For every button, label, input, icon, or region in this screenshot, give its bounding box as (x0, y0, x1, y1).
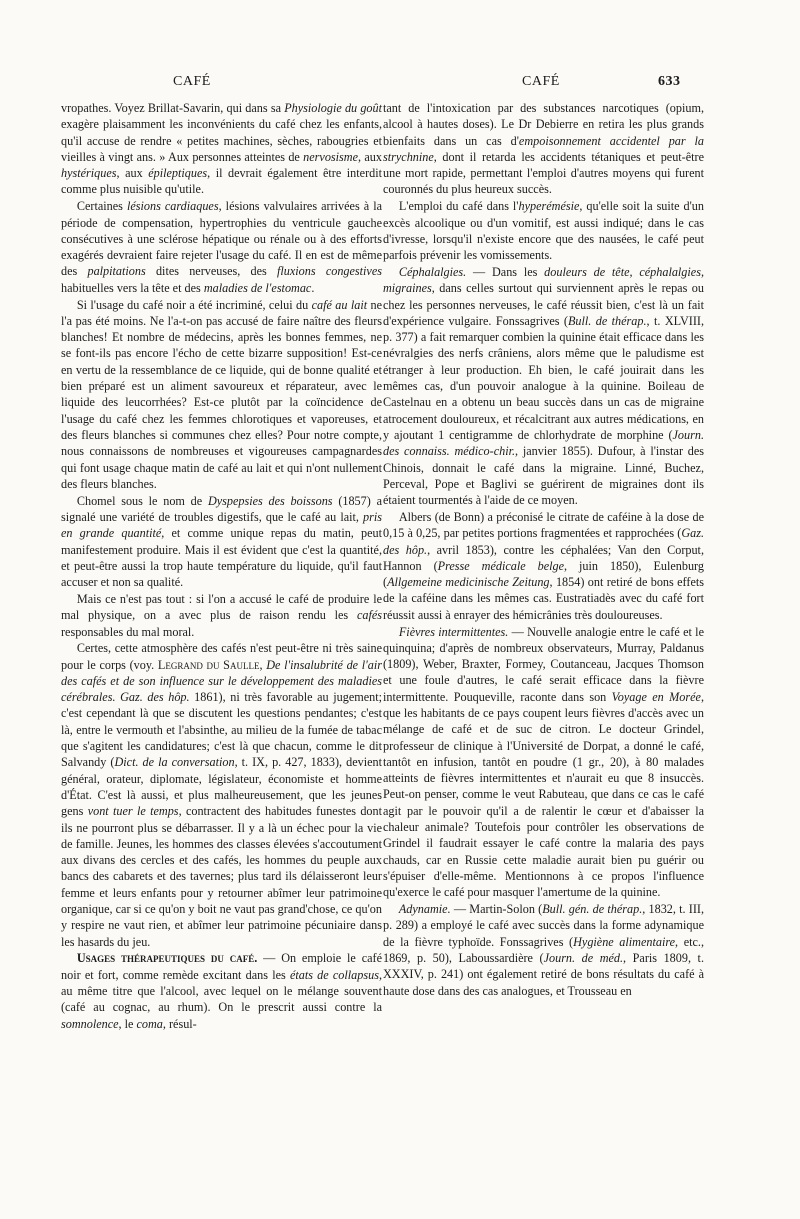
paragraph (383, 509, 704, 623)
styled-text: états de collapsus (289, 967, 379, 982)
text-run: tant de l'intoxication par des substances narcotiques (opium, alcool à hautes doses). Le Dr Debierre en retira les plus grands bienfaits dans un cas d' (383, 101, 704, 148)
text-run: Chomel sous le nom de (76, 493, 208, 508)
text-run: , avril 1853), contre les céphalées; Van den Corput, Hannon ( (383, 542, 704, 573)
text-run: , au même titre que l'alcool, avec lequel on le mélange souvent (café au cognac, au rhum). On le prescrit aussi contre la (61, 967, 382, 1015)
styled-text: somnolence (61, 1016, 119, 1031)
text-run: , 1854) ont retiré de bons effets de la caféine dans les mêmes cas. Eustratiadès avec du café fort réussit aussi à enrayer des hémicrânies très douloureuses. (383, 575, 704, 622)
text-run: , t. IX, p. 427, 1833), devient général, orateur, diplomate, législateur, économiste et homme d'État. C'est là aussi, et plus malheureusement, que les jeunes gens (61, 755, 383, 819)
styled-text: Bull. de thérap. (567, 313, 647, 328)
right-text-column (383, 100, 704, 999)
styled-text: Journ. des connaiss. médico-chir. (383, 427, 704, 459)
paragraph (383, 198, 704, 263)
styled-text: pris en grande quantité (61, 509, 382, 541)
section-rubric: Usages thérapeutiques du café. (76, 951, 258, 966)
styled-text: palpitations (87, 264, 146, 279)
paragraph (61, 591, 382, 640)
text-run: , il devrait également être interdit comme plus nuisible qu'utile. (61, 166, 382, 197)
text-run: , (259, 657, 267, 672)
text-run: habituelles vers la tête et des (61, 280, 204, 295)
styled-text: Dyspepsies des boissons (207, 493, 333, 508)
styled-text: Legrand du Saulle (157, 657, 260, 672)
text-run: , le (118, 1016, 137, 1031)
text-run: , lésions valvulaires arrivées à la période de compensation, hypertrophies du ventricule gauche consécutives à une sclérose hépatique ou rénale ou à des efforts exagérés devraient faire rejeter l'usage du café. Il en est de même des (61, 199, 383, 279)
styled-text: Voyage en Morée (611, 689, 701, 704)
text-run: ne l'a pas été moins. Ne l'a-t-on pas accusé de faire naître des fleurs blanches! Et nombre de médecins, après les bonnes femmes, ne se font-ils pas encore l'écho de cette bizarre supposition! Est-ce en vertu de la ressemblance de ce liquide, qui de bonne qualité et bien préparé est un aliment savoureux et réparateur, avec le liquide des leucorrhées? Est-ce plutôt par la coïncidence de l'usage du café chez les femmes chlorotiques et vaporeuses, et des fleurs blanches si communes chez elles? Pour notre compte, nous connaissons de nombreuses et vigoureuses campagnardes qui font usage chaque matin de café au lait et qui n'ont nullement des fleurs blanches. (61, 297, 382, 491)
text-run: , janvier 1855). Dufour, à l'instar des Chinois, donnait le café dans la migraine. Linné, Buchez, Perceval, Pope et Baglivi se guérirent de migraines dont ils étaient tourmentés à l'aide de ce moyen. (383, 444, 705, 508)
paragraph (383, 624, 704, 901)
text-run: , juin 1850), Eulenburg ( (383, 558, 704, 590)
text-run: , que les habitants de ce pays coupent leurs fièvres d'accès avec un mélange de café et de suc de citron. Le docteur Grindel, professeur de clinique à l'Université de Dorpat, a donné le café, tantôt en infusion, tantôt en poudre (1 gr., 20), à 80 malades atteints de fièvres intermittentes et n'aurait eu que 8 insuccès. Peut-on penser, comme le veut Rabuteau, que dans ce cas le café agit par le pouvoir qu'il a de ralentir le cœur et d'abaisser la chaleur animale? Toutefois pour contrôler les observations de Grindel il faudrait essayer le café contre la malaria des pays chauds, car en Russie cette maladie aurait bien pu guérir ou s'épuiser d'elle-même. Mentionnons à ce propos l'influence qu'exerce le café pour masquer l'amertume de la quinine. (383, 689, 704, 900)
text-run: , t. XLVIII, p. 377) a fait remarquer combien la quinine était efficace dans les névralgies des nerfs crâniens, alors même que le paludisme est étranger à leur production. Eh bien, le café jouirait dans les mêmes cas, d'un pouvoir analogue à la quinine. Boileau de Castelnau en a obtenu un beau succès dans un cas de migraine atrocement douloureux, et récalcitrant aux autres médications, en y ajoutant 1 centigramme de chlorhydrate de morphine ( (383, 313, 704, 442)
styled-text: coma (136, 1016, 163, 1031)
text-run: , Paris 1809, t. XXXIV, p. 241) ont également retiré de bons résultats du café à haute dose dans des cas analogues, et Trousseau en (383, 950, 704, 998)
styled-text: café au lait (311, 297, 368, 312)
text-run: responsables du mal moral. (61, 624, 195, 639)
styled-text: cafés (356, 608, 382, 623)
text-run: dites nerveuses, des (145, 264, 277, 279)
styled-text: Presse médicale belge (437, 558, 565, 573)
text-run: . (311, 280, 315, 295)
text-run: , dans celles surtout qui surviennent après le repas ou chez les personnes nerveuses, le café réussit bien, c'est là un fait d'expérience vulgaire. Fonssagrives ( (383, 281, 704, 328)
styled-text: fluxions congestives (277, 264, 382, 279)
styled-text: Bull. gén. de thérap. (542, 902, 643, 917)
text-run: vropathes. Voyez Brillat-Savarin, qui dans sa (61, 101, 285, 115)
left-text-column (61, 100, 382, 1032)
text-run: , résul- (162, 1016, 197, 1031)
styled-text: vont tuer le temps (87, 804, 179, 819)
styled-text: maladies de l'estomac (203, 280, 312, 295)
styled-text: Gaz. des hôp. (383, 526, 704, 557)
text-run: , etc., 1869, p. 50), Laboussardière ( (383, 934, 704, 965)
paragraph (383, 100, 704, 198)
styled-text: épileptiques (148, 166, 208, 181)
right-running-title: CAFÉ (522, 74, 560, 89)
text-run: , dont il retarda les accidents tétaniques et peut-être une mort rapide, permettant l'emploi d'autres moyens qui furent couronnés du plus heureux succès. (383, 149, 704, 197)
text-run: (1857) a signalé une variété de troubles digestifs, que le café au lait, (61, 493, 382, 524)
paragraph (61, 198, 382, 296)
paragraph (383, 901, 704, 999)
paragraph (61, 640, 382, 950)
running-header (0, 74, 800, 94)
text-run: — Nouvelle analogie entre le café et le quinquina; d'après de nombreux observateurs, Murray, Paldanus (1809), Weber, Braxter, Formey, Coutanceau, Jacques Thomson et une foule d'autres, le café serait efficace dans la fièvre intermittente. Pouqueville, raconte dans son (383, 624, 704, 704)
text-run: , qu'elle soit la suite d'un excès alcoolique ou d'un vomitif, est aussi indiqué; dans le cas d'ivresse, lorsqu'il n'existe encore que des nausées, le café peut parfois prévenir les vomissements. (383, 199, 704, 263)
styled-text: Céphalalgies. (398, 264, 467, 279)
styled-text: De l'insalubrité de l'air des cafés et de son influence sur le développement des maladies cérébrales. Gaz. des hôp. (61, 657, 382, 705)
text-run: Mais ce n'est pas tout : si l'on a accusé le café de produire le mal physique, on a avec plus de raison rendu les (61, 591, 382, 623)
styled-text: hystériques (61, 166, 117, 181)
styled-text: douleurs de tête, céphalalgies, migraines (383, 264, 704, 296)
paragraph (61, 297, 382, 493)
text-run: — On emploie le café noir et fort, comme remède excitant dans les (61, 951, 382, 982)
styled-text: nervosisme (303, 149, 359, 164)
styled-text: lésions cardiaques (126, 199, 219, 214)
text-run: Certes, cette atmosphère des cafés n'est peut-être ni très saine pour le corps (voy. (61, 641, 382, 672)
styled-text: Fièvres intermittentes. (398, 624, 509, 639)
text-run: , aux (358, 149, 382, 164)
styled-text: Adynamie. (398, 902, 451, 917)
styled-text: empoisonnement accidentel par la strychnine (383, 133, 704, 164)
text-run: Certaines (76, 199, 127, 214)
text-run: 1861), ni très favorable au jugement; c'est cependant là que se discutent les questions pendantes; c'est là, entre le vermouth et l'absinthe, au milieu de la fumée de tabac que s'agitent les candidatures; c'est là que chacun, comme le dit Salvandy ( (61, 690, 382, 770)
paragraph (383, 264, 704, 508)
styled-text: Allgemeine medicinische Zeitung (387, 575, 550, 590)
styled-text: Journ. de méd. (543, 950, 624, 965)
text-run: , contractent des habitudes funestes dont ils ne pourront plus se débarrasser. Il y a là un échec pour la vie de famille. Jeunes, les hommes des classes élevées s'accoutument aux divans des cercles et des cafés, les hommes du peuple aux bancs des cabarets et des tavernes; plus tard ils délaisseront leur femme et leurs enfants pour y retourner abîmer leur patrimoine organique, car si ce qu'on y boit ne vaut pas grand'chose, ce qu'on y respire ne vaut rien, et abîmer leur patrimoine pécuniaire dans les hasards du jeu. (61, 804, 382, 949)
page-number: 633 (658, 74, 681, 89)
text-run: , et comme unique repas du matin, peut manifestement produire. Mais il est évident que c'est la quantité, et peut-être aussi la trop haute température du liquide, qu'il faut accuser et non sa qualité. (61, 526, 382, 590)
paragraph (61, 100, 382, 198)
paragraph (61, 950, 382, 1031)
text-run: L'emploi du café dans l' (398, 199, 519, 214)
styled-text: Hygiène alimentaire (573, 934, 676, 949)
text-run: Si l'usage du café noir a été incriminé, celui du (76, 297, 312, 312)
styled-text: Physiologie du goût (284, 101, 382, 115)
left-running-title: CAFÉ (173, 74, 211, 89)
text-run: Albers (de Bonn) a préconisé le citrate de caféine à la dose de 0,15 à 0,25, par petites portions fragmentées et rapprochées ( (383, 509, 704, 541)
text-run: , aux (116, 166, 149, 181)
text-run: — Martin-Solon ( (450, 902, 543, 917)
paragraph (61, 493, 382, 591)
styled-text: Dict. de la conversation (114, 755, 235, 770)
text-run: exagère plaisamment les inconvénients du café chez les enfants, qu'il accuse de rendre « petites machines, sèches, rabougries et vieilles à vingt ans. » Aux personnes atteintes de (61, 117, 382, 164)
styled-text: hyperémésie (518, 199, 580, 214)
text-run: — Dans les (466, 264, 545, 279)
text-run: , 1832, t. III, p. 289) a employé le café avec succès dans la forme adynamique de la fièvre typhoïde. Fonssagrives ( (383, 902, 705, 949)
